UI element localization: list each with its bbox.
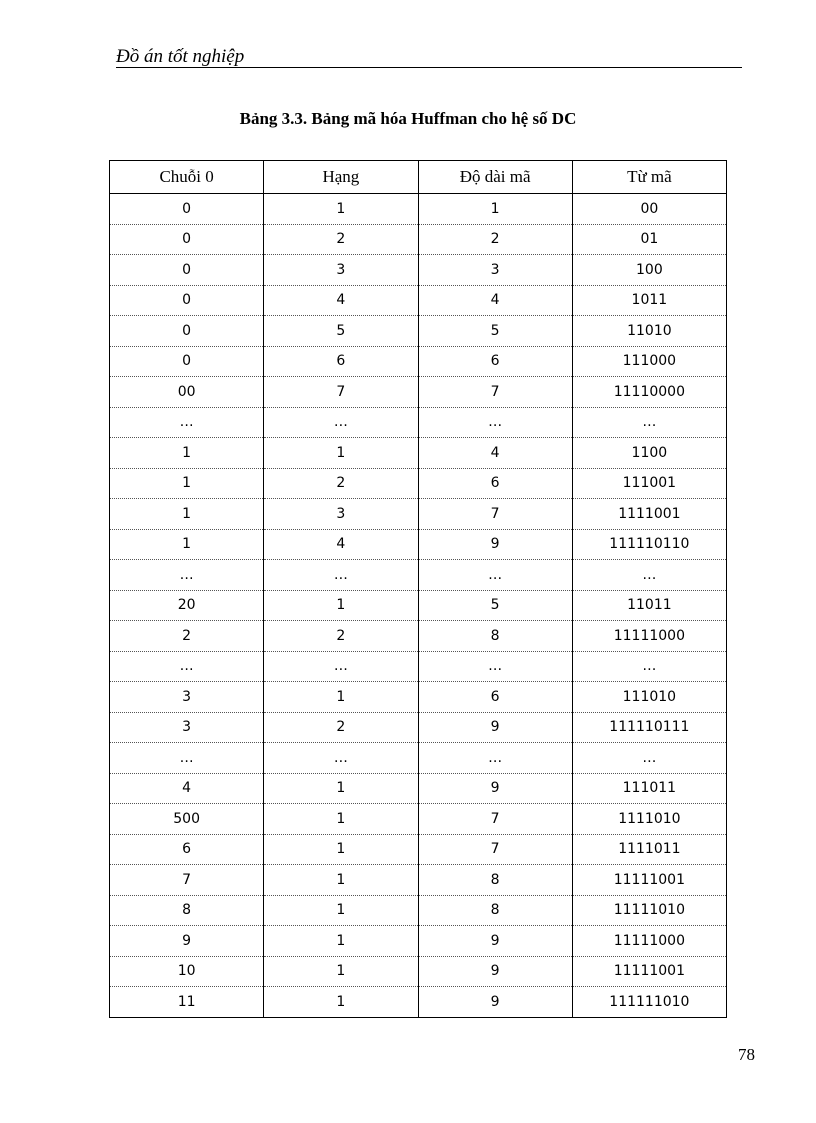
category-cell: 3 — [264, 499, 418, 530]
zero-run-cell: 0 — [110, 285, 264, 316]
code-length-cell: 4 — [418, 438, 572, 469]
zero-run-cell: 00 — [110, 377, 264, 408]
codeword-cell: 1111001 — [572, 499, 726, 530]
category-cell: 2 — [264, 621, 418, 652]
codeword-cell: 11110000 — [572, 377, 726, 408]
table-row — [110, 621, 727, 652]
zero-run-cell: 0 — [110, 194, 264, 225]
category-cell: 1 — [264, 194, 418, 225]
category-cell: 1 — [264, 956, 418, 987]
codeword-cell: 1100 — [572, 438, 726, 469]
code-length-cell: 8 — [418, 895, 572, 926]
table-row — [110, 895, 727, 926]
zero-run-cell: 7 — [110, 865, 264, 896]
code-length-cell: 7 — [418, 804, 572, 835]
category-cell: 1 — [264, 773, 418, 804]
codeword-cell: 11111001 — [572, 956, 726, 987]
code-length-cell: 6 — [418, 346, 572, 377]
category-cell: … — [264, 651, 418, 682]
code-length-cell: 8 — [418, 865, 572, 896]
table-row — [110, 499, 727, 530]
category-cell: 1 — [264, 926, 418, 957]
category-cell: 1 — [264, 834, 418, 865]
codeword-cell: 111001 — [572, 468, 726, 499]
code-length-cell: 8 — [418, 621, 572, 652]
zero-run-cell: 1 — [110, 499, 264, 530]
codeword-cell: 111110110 — [572, 529, 726, 560]
category-cell: 6 — [264, 346, 418, 377]
zero-run-cell: 4 — [110, 773, 264, 804]
zero-run-cell: 1 — [110, 438, 264, 469]
zero-run-cell: 0 — [110, 224, 264, 255]
category-cell: 1 — [264, 865, 418, 896]
table-row — [110, 804, 727, 835]
codeword-cell: … — [572, 651, 726, 682]
zero-run-cell: 3 — [110, 712, 264, 743]
zero-run-cell: 9 — [110, 926, 264, 957]
table-row — [110, 377, 727, 408]
code-length-cell: … — [418, 651, 572, 682]
codeword-cell: … — [572, 560, 726, 591]
codeword-cell: 111011 — [572, 773, 726, 804]
code-length-cell: 1 — [418, 194, 572, 225]
table-row — [110, 285, 727, 316]
codeword-cell: 111110111 — [572, 712, 726, 743]
zero-run-cell: … — [110, 407, 264, 438]
category-cell: 7 — [264, 377, 418, 408]
codeword-cell: 111010 — [572, 682, 726, 713]
document-header-title: Đồ án tốt nghiệp — [116, 46, 245, 67]
zero-run-cell: … — [110, 560, 264, 591]
zero-run-cell: 10 — [110, 956, 264, 987]
category-cell: 5 — [264, 316, 418, 347]
codeword-cell: 11011 — [572, 590, 726, 621]
column-header-code-length: Độ dài mã — [418, 161, 572, 194]
category-cell: 1 — [264, 804, 418, 835]
code-length-cell: 9 — [418, 712, 572, 743]
zero-run-cell: 0 — [110, 346, 264, 377]
table-row — [110, 194, 727, 225]
zero-run-cell: 6 — [110, 834, 264, 865]
table-row — [110, 529, 727, 560]
column-header-codeword: Từ mã — [572, 161, 726, 194]
table-body — [110, 194, 727, 1018]
codeword-cell: 111111010 — [572, 987, 726, 1018]
zero-run-cell: … — [110, 651, 264, 682]
code-length-cell: 5 — [418, 316, 572, 347]
codeword-cell: 1011 — [572, 285, 726, 316]
huffman-dc-table — [109, 160, 727, 1018]
codeword-cell: 11111000 — [572, 621, 726, 652]
table-row — [110, 560, 727, 591]
codeword-cell: 1111011 — [572, 834, 726, 865]
code-length-cell: 4 — [418, 285, 572, 316]
zero-run-cell: 0 — [110, 255, 264, 286]
table-row — [110, 438, 727, 469]
table-row — [110, 651, 727, 682]
code-length-cell: 9 — [418, 773, 572, 804]
code-length-cell: 9 — [418, 956, 572, 987]
table-row — [110, 926, 727, 957]
code-length-cell: 6 — [418, 468, 572, 499]
category-cell: 4 — [264, 529, 418, 560]
table-header-row — [110, 161, 727, 194]
category-cell: 1 — [264, 590, 418, 621]
table-row — [110, 407, 727, 438]
zero-run-cell: 500 — [110, 804, 264, 835]
table-row — [110, 773, 727, 804]
category-cell: … — [264, 560, 418, 591]
huffman-dc-table-container — [109, 160, 727, 1018]
column-header-category: Hạng — [264, 161, 418, 194]
codeword-cell: … — [572, 743, 726, 774]
code-length-cell: 2 — [418, 224, 572, 255]
table-row — [110, 956, 727, 987]
category-cell: 3 — [264, 255, 418, 286]
category-cell: 1 — [264, 682, 418, 713]
code-length-cell: 9 — [418, 529, 572, 560]
codeword-cell: 11111010 — [572, 895, 726, 926]
table-row — [110, 682, 727, 713]
category-cell: 4 — [264, 285, 418, 316]
code-length-cell: 6 — [418, 682, 572, 713]
code-length-cell: 9 — [418, 926, 572, 957]
codeword-cell: 00 — [572, 194, 726, 225]
zero-run-cell: 11 — [110, 987, 264, 1018]
zero-run-cell: 1 — [110, 529, 264, 560]
code-length-cell: 5 — [418, 590, 572, 621]
category-cell: 1 — [264, 987, 418, 1018]
zero-run-cell: 3 — [110, 682, 264, 713]
zero-run-cell: … — [110, 743, 264, 774]
table-row — [110, 346, 727, 377]
codeword-cell: 100 — [572, 255, 726, 286]
table-row — [110, 468, 727, 499]
zero-run-cell: 8 — [110, 895, 264, 926]
column-header-zero-run: Chuỗi 0 — [110, 161, 264, 194]
zero-run-cell: 1 — [110, 468, 264, 499]
codeword-cell: 11010 — [572, 316, 726, 347]
code-length-cell: … — [418, 743, 572, 774]
category-cell: … — [264, 407, 418, 438]
code-length-cell: 9 — [418, 987, 572, 1018]
page-number: 78 — [738, 1045, 755, 1064]
code-length-cell: … — [418, 407, 572, 438]
table-row — [110, 316, 727, 347]
zero-run-cell: 20 — [110, 590, 264, 621]
codeword-cell: 11111000 — [572, 926, 726, 957]
zero-run-cell: 2 — [110, 621, 264, 652]
table-caption: Bảng 3.3. Bảng mã hóa Huffman cho hệ số DC — [239, 109, 577, 128]
table-row — [110, 743, 727, 774]
category-cell: 2 — [264, 712, 418, 743]
code-length-cell: 3 — [418, 255, 572, 286]
zero-run-cell: 0 — [110, 316, 264, 347]
category-cell: 1 — [264, 895, 418, 926]
table-row — [110, 224, 727, 255]
codeword-cell: 1111010 — [572, 804, 726, 835]
codeword-cell: 01 — [572, 224, 726, 255]
table-row — [110, 590, 727, 621]
header-divider — [116, 67, 742, 68]
category-cell: 1 — [264, 438, 418, 469]
code-length-cell: 7 — [418, 377, 572, 408]
table-row — [110, 712, 727, 743]
table-row — [110, 834, 727, 865]
codeword-cell: 11111001 — [572, 865, 726, 896]
code-length-cell: 7 — [418, 499, 572, 530]
codeword-cell: … — [572, 407, 726, 438]
table-row — [110, 255, 727, 286]
table-row — [110, 865, 727, 896]
table-row — [110, 987, 727, 1018]
category-cell: … — [264, 743, 418, 774]
category-cell: 2 — [264, 224, 418, 255]
code-length-cell: 7 — [418, 834, 572, 865]
codeword-cell: 111000 — [572, 346, 726, 377]
category-cell: 2 — [264, 468, 418, 499]
code-length-cell: … — [418, 560, 572, 591]
